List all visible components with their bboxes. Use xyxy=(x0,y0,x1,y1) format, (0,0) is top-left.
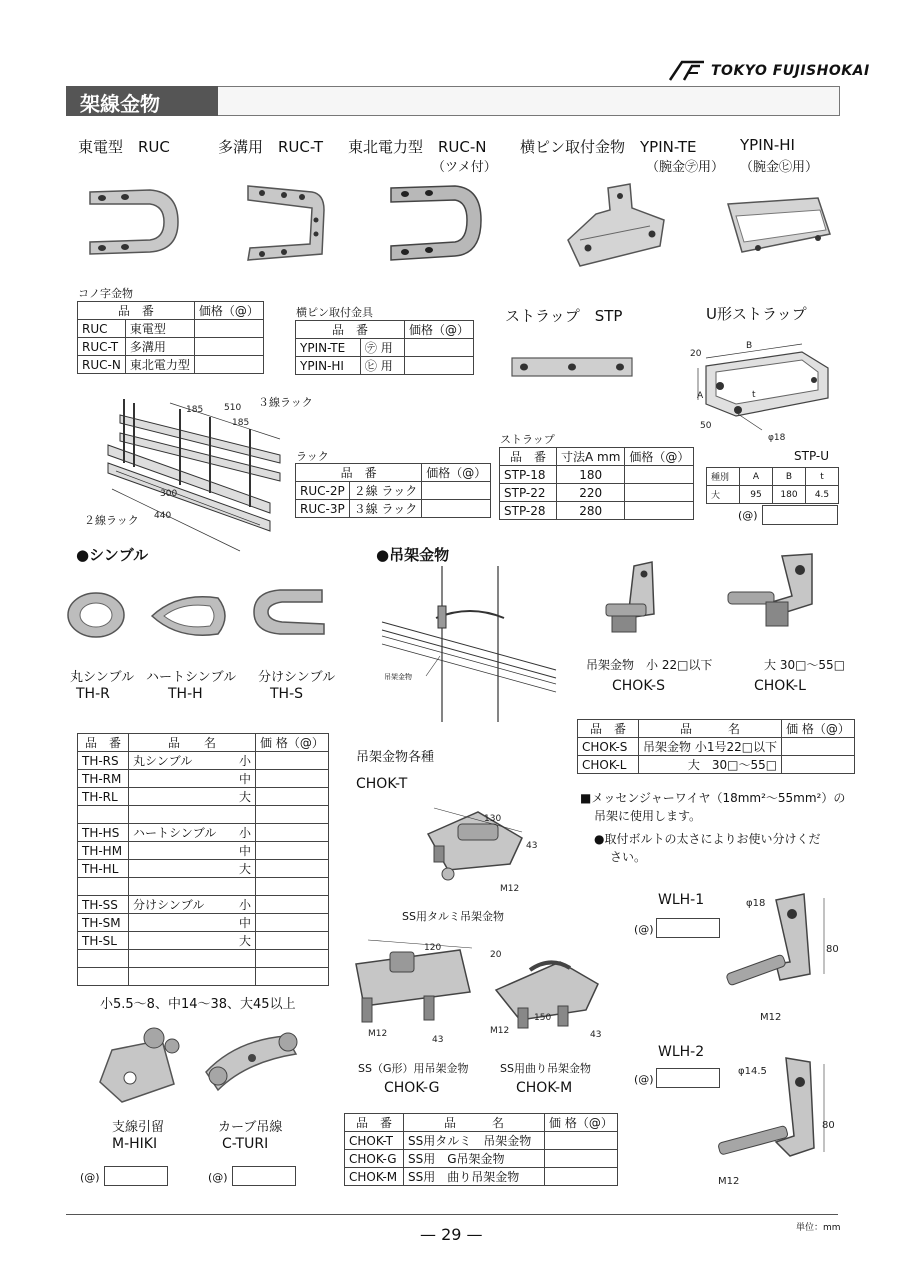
stpu-caption: STP-U xyxy=(794,449,830,463)
rack-caption: ラック xyxy=(296,450,329,463)
cell: 東北電力型 xyxy=(125,356,194,374)
wlh-2-photo xyxy=(714,1052,830,1182)
table-row xyxy=(78,338,264,356)
thimble-name-split: 分けシンブル xyxy=(258,670,336,685)
rack-dim-510: 510 xyxy=(224,403,242,413)
wlh-1-h: 80 xyxy=(826,944,839,955)
cell: ㋢ 用 xyxy=(360,339,404,357)
chok-l-code: CHOK-L xyxy=(754,678,806,694)
thimble-code-round: TH-R xyxy=(76,686,110,702)
size-cell: 中 xyxy=(238,844,251,858)
price-cell[interactable] xyxy=(256,770,329,788)
chok-s-label: 吊架金物 小 22□以下 xyxy=(586,658,713,672)
hanger-note-2b: さい。 xyxy=(610,850,647,864)
chok-m-dim-m12: M12 xyxy=(490,1026,510,1036)
cell: ハートシンブル xyxy=(133,826,217,840)
cell: CHOK-G xyxy=(345,1150,404,1168)
chok-g-photo xyxy=(350,936,475,1036)
table-row xyxy=(500,466,694,484)
ustrap-drawing xyxy=(692,338,837,438)
wlh-1-price-input[interactable] xyxy=(656,918,720,938)
price-cell[interactable] xyxy=(256,950,329,968)
chok-t-dim-130: 130 xyxy=(484,814,502,824)
chok-m-code: CHOK-M xyxy=(516,1080,573,1096)
size-cell: 小 xyxy=(238,754,251,768)
cell: 大 xyxy=(707,486,740,504)
price-cell[interactable] xyxy=(256,914,329,932)
cell: 価 格（@） xyxy=(256,734,329,752)
ustrap-dim-hole: φ18 xyxy=(768,433,786,443)
thimble-table xyxy=(77,733,329,986)
stpu-table xyxy=(706,467,839,504)
kono-caption: コノ字金物 xyxy=(78,287,133,300)
cell: TH-HM xyxy=(78,842,129,860)
table-row xyxy=(345,1132,618,1150)
table-row xyxy=(296,500,491,518)
kono-table xyxy=(77,301,264,374)
cell: 95 xyxy=(740,486,773,504)
ustrap-dim-a: A xyxy=(697,391,704,401)
thimble-round-photo xyxy=(64,588,128,642)
thimble-code-heart: TH-H xyxy=(168,686,203,702)
cell: RUC xyxy=(78,320,126,338)
price-cell[interactable] xyxy=(625,466,694,484)
price-cell[interactable] xyxy=(405,357,474,375)
wlh-1-bolt: M12 xyxy=(760,1012,782,1023)
cell: STP-28 xyxy=(500,502,557,520)
cell: 180 xyxy=(557,466,625,484)
thimble-code-split: TH-S xyxy=(270,686,304,702)
chok-t-caption: SS用タルミ吊架金物 xyxy=(402,910,504,923)
hanger-note-1b: 吊架に使用します。 xyxy=(594,809,702,823)
ypin-caption: 横ピン取付金具 xyxy=(296,306,373,319)
strap-title: ストラップ STP xyxy=(505,307,623,325)
chok-g-caption: SS（G形）用吊架金物 xyxy=(358,1062,469,1075)
price-cell[interactable] xyxy=(545,1168,618,1186)
chok-m-photo xyxy=(490,950,605,1038)
c-turi-name: カーブ吊線 xyxy=(218,1120,283,1135)
cell: TH-RL xyxy=(78,788,129,806)
table-row xyxy=(78,896,329,914)
size-cell: 大 xyxy=(238,934,251,948)
thimble-heart-photo xyxy=(148,590,232,642)
product-label-ruc-n: 東北電力型 RUC-N xyxy=(348,138,487,156)
chok-types-table xyxy=(344,1113,618,1186)
chok-sl-table xyxy=(577,719,855,774)
rack-dim-185b: 185 xyxy=(232,418,250,428)
product-sub-ruc-n: （ツメ付） xyxy=(432,160,497,175)
size-cell: 中 xyxy=(238,772,251,786)
cell: TH-SL xyxy=(78,932,129,950)
table-row xyxy=(78,950,329,968)
strap-photo xyxy=(510,355,635,381)
stp-header-code: 品 番 xyxy=(500,448,557,466)
rack-label-3: ３線ラック xyxy=(258,396,313,409)
cell: TH-HL xyxy=(78,860,129,878)
price-cell[interactable] xyxy=(545,1150,618,1168)
chok-t-photo xyxy=(418,798,528,888)
product-label-ruc: 東電型 RUC xyxy=(78,138,170,156)
c-turi-photo xyxy=(196,1020,308,1100)
size-cell: 中 xyxy=(238,916,251,930)
table-row xyxy=(78,320,264,338)
m-hiki-name: 支線引留 xyxy=(112,1120,165,1135)
cell: 東電型 xyxy=(125,320,194,338)
wlh-2-price-input[interactable] xyxy=(656,1068,720,1088)
c-turi-price-label: (@) xyxy=(208,1171,228,1184)
wlh-1-hole: φ18 xyxy=(746,898,766,909)
table-row xyxy=(78,842,329,860)
cell: 280 xyxy=(557,502,625,520)
table-row xyxy=(578,738,855,756)
table-row xyxy=(78,860,329,878)
wlh-2-bolt: M12 xyxy=(718,1176,740,1187)
table-row xyxy=(78,356,264,374)
chok-g-code: CHOK-G xyxy=(384,1080,440,1096)
cell: RUC-T xyxy=(78,338,126,356)
cell: TH-RM xyxy=(78,770,129,788)
price-cell[interactable] xyxy=(194,320,263,338)
footer-divider xyxy=(66,1214,838,1215)
price-cell[interactable] xyxy=(782,756,855,774)
rack-drawing xyxy=(100,395,295,555)
table-row xyxy=(78,932,329,950)
m-hiki-code: M-HIKI xyxy=(112,1136,158,1152)
cell: 品 番 xyxy=(578,720,639,738)
cell: ３線 ラック xyxy=(349,500,422,518)
hanger-title: ●吊架金物 xyxy=(376,546,450,564)
thimble-name-heart: ハートシンブル xyxy=(146,670,237,685)
size-cell: 大 xyxy=(238,862,251,876)
ruc-t-photo xyxy=(240,180,335,268)
price-cell[interactable] xyxy=(256,968,329,986)
brand-logo-mark xyxy=(668,58,708,82)
stp-table xyxy=(499,447,694,520)
stpu-price-label: (@) xyxy=(738,509,758,522)
price-cell[interactable] xyxy=(545,1132,618,1150)
table-row xyxy=(78,752,329,770)
cell: 価 格（@） xyxy=(782,720,855,738)
cell: ㋪ 用 xyxy=(360,357,404,375)
thimble-size-note: 小5.5～8、中14～38、大45以上 xyxy=(100,997,296,1012)
product-label-ypin-te: 横ピン取付金物 YPIN-TE xyxy=(520,138,697,156)
table-row xyxy=(78,770,329,788)
hanger-note-2: ●取付ボルトの太さによりお使い分けくだ xyxy=(594,832,821,846)
section-title: 架線金物 xyxy=(80,92,160,116)
wlh-1-photo xyxy=(720,890,830,1010)
chok-g-dim-43: 43 xyxy=(432,1035,444,1045)
cell: TH-RS xyxy=(78,752,129,770)
cell: 種別 xyxy=(707,468,740,486)
cell: 分けシンブル xyxy=(133,898,205,912)
table-row xyxy=(345,1150,618,1168)
chok-s-code: CHOK-S xyxy=(612,678,665,694)
ypin-header-price: 価格（@） xyxy=(405,321,474,339)
rack-header-code: 品 番 xyxy=(296,464,422,482)
cell: CHOK-L xyxy=(578,756,639,774)
ustrap-title: U形ストラップ xyxy=(706,305,807,323)
cell: 丸シンブル xyxy=(133,754,193,768)
thimble-title: ●シンブル xyxy=(76,546,149,564)
cell: TH-SM xyxy=(78,914,129,932)
table-row xyxy=(78,968,329,986)
cell: SS用タルミ 吊架金物 xyxy=(404,1132,545,1150)
cell: B xyxy=(773,468,806,486)
rack-header-price: 価格（@） xyxy=(422,464,491,482)
brand-name: TOKYO FUJISHOKAI xyxy=(711,63,870,79)
price-cell[interactable] xyxy=(625,484,694,502)
wlh-1-price-label: (@) xyxy=(634,923,654,936)
ustrap-dim-b: B xyxy=(746,341,753,351)
cell: RUC-2P xyxy=(296,482,350,500)
table-row xyxy=(78,824,329,842)
price-cell[interactable] xyxy=(194,338,263,356)
chok-t-dim-m12: M12 xyxy=(500,884,520,894)
stp-header-dim: 寸法A mm xyxy=(557,448,625,466)
table-row xyxy=(296,339,474,357)
wlh-2-code: WLH-2 xyxy=(658,1044,705,1060)
price-cell[interactable] xyxy=(256,824,329,842)
size-cell: 小 xyxy=(238,898,251,912)
kono-header-code: 品 番 xyxy=(78,302,195,320)
price-cell[interactable] xyxy=(405,339,474,357)
stp-caption: ストラップ xyxy=(500,433,555,446)
cell: RUC-N xyxy=(78,356,126,374)
price-cell[interactable] xyxy=(422,500,491,518)
ypin-te-photo xyxy=(560,180,670,272)
cell: 品 名 xyxy=(129,734,256,752)
price-cell[interactable] xyxy=(256,878,329,896)
hanger-note-1: ■メッセンジャーワイヤ（18mm²～55mm²）の xyxy=(580,791,846,805)
price-cell[interactable] xyxy=(256,806,329,824)
kono-header-price: 価格（@） xyxy=(194,302,263,320)
price-cell[interactable] xyxy=(256,896,329,914)
cell: CHOK-S xyxy=(578,738,639,756)
ruc-n-photo xyxy=(385,180,490,268)
price-cell[interactable] xyxy=(194,356,263,374)
chok-t-dim-43: 43 xyxy=(526,841,538,851)
ruc-photo xyxy=(80,182,185,262)
chok-l-label: 大 30□～55□ xyxy=(764,658,846,672)
rack-dim-185a: 185 xyxy=(186,405,204,415)
chok-t-code: CHOK-T xyxy=(356,776,408,792)
price-cell[interactable] xyxy=(256,842,329,860)
rack-table xyxy=(295,463,491,518)
cell: 品 番 xyxy=(345,1114,404,1132)
m-hiki-price-input[interactable] xyxy=(104,1166,168,1186)
table-row xyxy=(500,502,694,520)
ypin-hi-photo xyxy=(722,190,837,260)
chok-m-caption: SS用曲り吊架金物 xyxy=(500,1062,591,1075)
cell: 価 格（@） xyxy=(545,1114,618,1132)
thimble-split-photo xyxy=(250,582,334,640)
table-row xyxy=(296,482,491,500)
table-row xyxy=(78,788,329,806)
table-row xyxy=(296,357,474,375)
rack-dim-300: 300 xyxy=(160,489,178,499)
cell: TH-HS xyxy=(78,824,129,842)
product-label-ypin-hi: YPIN-HI xyxy=(740,136,795,154)
stpu-price-input[interactable] xyxy=(762,505,838,525)
cell: SS用 曲り吊架金物 xyxy=(404,1168,545,1186)
price-cell[interactable] xyxy=(422,482,491,500)
cell: 多溝用 xyxy=(125,338,194,356)
hanger-diagram-label: 吊架金物 xyxy=(384,673,412,681)
chok-m-dim-20: 20 xyxy=(490,950,502,960)
cell: 吊架金物 小1号22□以下 xyxy=(639,738,782,756)
product-sub-ypin-te: （腕金㋢用） xyxy=(646,160,725,175)
table-row xyxy=(345,1168,618,1186)
hanger-diagram xyxy=(378,566,558,726)
price-cell[interactable] xyxy=(625,502,694,520)
ustrap-dim-20: 20 xyxy=(690,349,702,359)
table-row xyxy=(78,914,329,932)
price-cell[interactable] xyxy=(782,738,855,756)
cell: 品 番 xyxy=(78,734,129,752)
wlh-2-price-label: (@) xyxy=(634,1073,654,1086)
cell: CHOK-M xyxy=(345,1168,404,1186)
product-label-ruc-t: 多溝用 RUC-T xyxy=(218,138,324,156)
cell: 大 30□～55□ xyxy=(639,756,782,774)
cell: YPIN-TE xyxy=(296,339,361,357)
cell: t xyxy=(806,468,839,486)
page-number: — 29 — xyxy=(420,1225,483,1244)
cell: 180 xyxy=(773,486,806,504)
unit-note: 単位：mm xyxy=(796,1223,841,1233)
stp-header-price: 価格（@） xyxy=(625,448,694,466)
product-sub-ypin-hi: （腕金㋪用） xyxy=(740,160,819,175)
chok-m-dim-150: 150 xyxy=(534,1013,552,1023)
cell: 4.5 xyxy=(806,486,839,504)
thimble-name-round: 丸シンブル xyxy=(70,670,135,685)
cell: CHOK-T xyxy=(345,1132,404,1150)
chok-g-dim-120: 120 xyxy=(424,943,442,953)
table-row xyxy=(78,806,329,824)
c-turi-code: C-TURI xyxy=(222,1136,269,1152)
cell: SS用 G吊架金物 xyxy=(404,1150,545,1168)
chok-l-photo xyxy=(726,552,826,642)
cell: YPIN-HI xyxy=(296,357,361,375)
wlh-2-hole: φ14.5 xyxy=(738,1066,767,1077)
table-row xyxy=(78,878,329,896)
cell: 品 名 xyxy=(404,1114,545,1132)
wlh-1-code: WLH-1 xyxy=(658,892,705,908)
cell: 品 名 xyxy=(639,720,782,738)
price-cell[interactable] xyxy=(256,752,329,770)
chok-m-dim-43: 43 xyxy=(590,1030,602,1040)
rack-label-2: ２線ラック xyxy=(84,514,139,527)
size-cell: 小 xyxy=(238,826,251,840)
wlh-2-h: 80 xyxy=(822,1120,835,1131)
chok-types-title: 吊架金物各種 xyxy=(356,750,435,765)
price-cell[interactable] xyxy=(256,860,329,878)
ypin-table xyxy=(295,320,474,375)
price-cell[interactable] xyxy=(256,932,329,950)
table-row xyxy=(578,756,855,774)
rack-dim-440: 440 xyxy=(154,511,172,521)
table-row xyxy=(500,484,694,502)
cell: 220 xyxy=(557,484,625,502)
table-row xyxy=(707,486,839,504)
c-turi-price-input[interactable] xyxy=(232,1166,296,1186)
m-hiki-price-label: (@) xyxy=(80,1171,100,1184)
cell: A xyxy=(740,468,773,486)
cell: RUC-3P xyxy=(296,500,350,518)
chok-s-photo xyxy=(598,560,670,642)
size-cell: 大 xyxy=(238,790,251,804)
m-hiki-photo xyxy=(92,1020,184,1106)
chok-g-dim-m12: M12 xyxy=(368,1029,388,1039)
ustrap-dim-t: t xyxy=(752,390,756,400)
ustrap-dim-50: 50 xyxy=(700,421,712,431)
cell: ２線 ラック xyxy=(349,482,422,500)
cell: STP-18 xyxy=(500,466,557,484)
price-cell[interactable] xyxy=(256,788,329,806)
cell: TH-SS xyxy=(78,896,129,914)
ypin-header-code: 品 番 xyxy=(296,321,405,339)
cell: STP-22 xyxy=(500,484,557,502)
